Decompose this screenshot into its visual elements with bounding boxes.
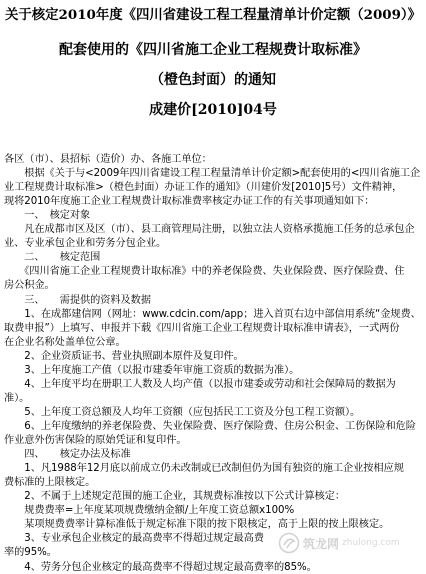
body-line: 率的95%。 — [4, 547, 57, 559]
watermark-sub: zhulong.com — [342, 538, 400, 548]
body-line: 1、凡1988年12月底以前成立仍未改制或已改制但仍为国有独资的施工企业按相应规 — [4, 463, 404, 475]
body-line: 5、上年度工资总额及人均年工资额（应包括民工工资及分包工程工资额）。 — [4, 406, 361, 418]
body-line: 现将2010年度施工企业工程规费计取标准费率核定办证工作的有关事项通知如下： — [4, 196, 375, 208]
body-line: 根据《关于与<2009年四川省建设工程工程量清单计价定额>配套使用的<四川省施工企 — [4, 168, 421, 180]
body-line: 某项规费费率计算标准低于规定标准下限的按下限核定，高于上限的按上限核定。 — [4, 519, 390, 531]
body-line: 业工程规费计取标准>（橙色封面）办证工作的通知》（川建价发[2010]5号）文件精神， — [4, 182, 403, 194]
title-line-1: 关于核定2010年度《四川省建设工程工程量清单计价定额（2009）》 — [5, 7, 421, 23]
body-line: 3、专业承包企业核定的最高费率不得超过规定最高费 — [4, 533, 264, 545]
body-line: 二、 核定范围 — [4, 252, 101, 264]
body-line: 各区（市）、县招标（造价）办、各施工单位： — [4, 154, 212, 165]
title-line-2: 配套使用的《四川省施工企业工程规费计取标准》 — [59, 42, 367, 58]
watermark — [278, 530, 420, 556]
watermark-text: 筑龙网 — [303, 536, 340, 551]
body-line: 准）。 — [4, 392, 30, 404]
zhulong-logo-icon — [278, 532, 300, 554]
body-line: 取费申报”）上填写、申报并下载《四川省施工企业工程规费计取标准申请表》，一式两份 — [4, 322, 400, 334]
body-line: 4、上年度平均在册职工人数及人均产值（以报市建委或劳动和社会保障局的数据为 — [4, 378, 396, 390]
body-line: 3、上年度施工产值（以报市建委年审施工资质的数据为准）。 — [4, 364, 300, 376]
body-line: 规费费率=上年度某项规费缴纳金额/上年度工资总额x100% — [4, 505, 295, 517]
body-line: 《四川省施工企业工程规费计取标准》中的养老保险费、失业保险费、医疗保险费、住 — [4, 266, 405, 278]
body-line: 2、企业资质证书、营业执照副本原件及复印件。 — [4, 350, 244, 362]
body-line: 凡在成都市区及区（市）、县工商管理局注册，以独立法人资格承揽施工任务的总承包企 — [4, 224, 415, 236]
body-line: 业、专业承包企业和劳务分包企业。 — [4, 238, 167, 250]
body-line: 三、 需提供的资料及数据 — [4, 294, 151, 306]
body-line: 2、不属于上述规定范围的施工企业，其规费标准按以下公式计算核定： — [4, 491, 345, 503]
body-line: 一、 核定对象 — [4, 210, 91, 222]
body-line: 6、上年度缴纳的养老保险费、失业保险费、医疗保险费、住房公积金、工伤保险和危险 — [4, 420, 416, 432]
body-line: 四、 核定办法及标准 — [4, 449, 131, 461]
body-line: 费标准的上限核定。 — [4, 477, 96, 489]
body-line: 4、劳务分包企业核定的最高费率不得超过规定最高费率的85%。 — [4, 561, 317, 573]
body-line: 1、在成都建信网（网址：www.cdcin.com/app；进入首页右边中部信用系统“金规费、 — [4, 308, 421, 320]
document-number: 成建价[2010]04号 — [149, 102, 277, 118]
body-line: 在企业名称处盖单位公章。 — [4, 336, 126, 348]
body-line: 作业意外伤害保险的原始凭证和复印件。 — [4, 435, 187, 446]
title-line-3: （橙色封面）的通知 — [150, 72, 276, 88]
body-line: 房公积金。 — [4, 280, 55, 292]
